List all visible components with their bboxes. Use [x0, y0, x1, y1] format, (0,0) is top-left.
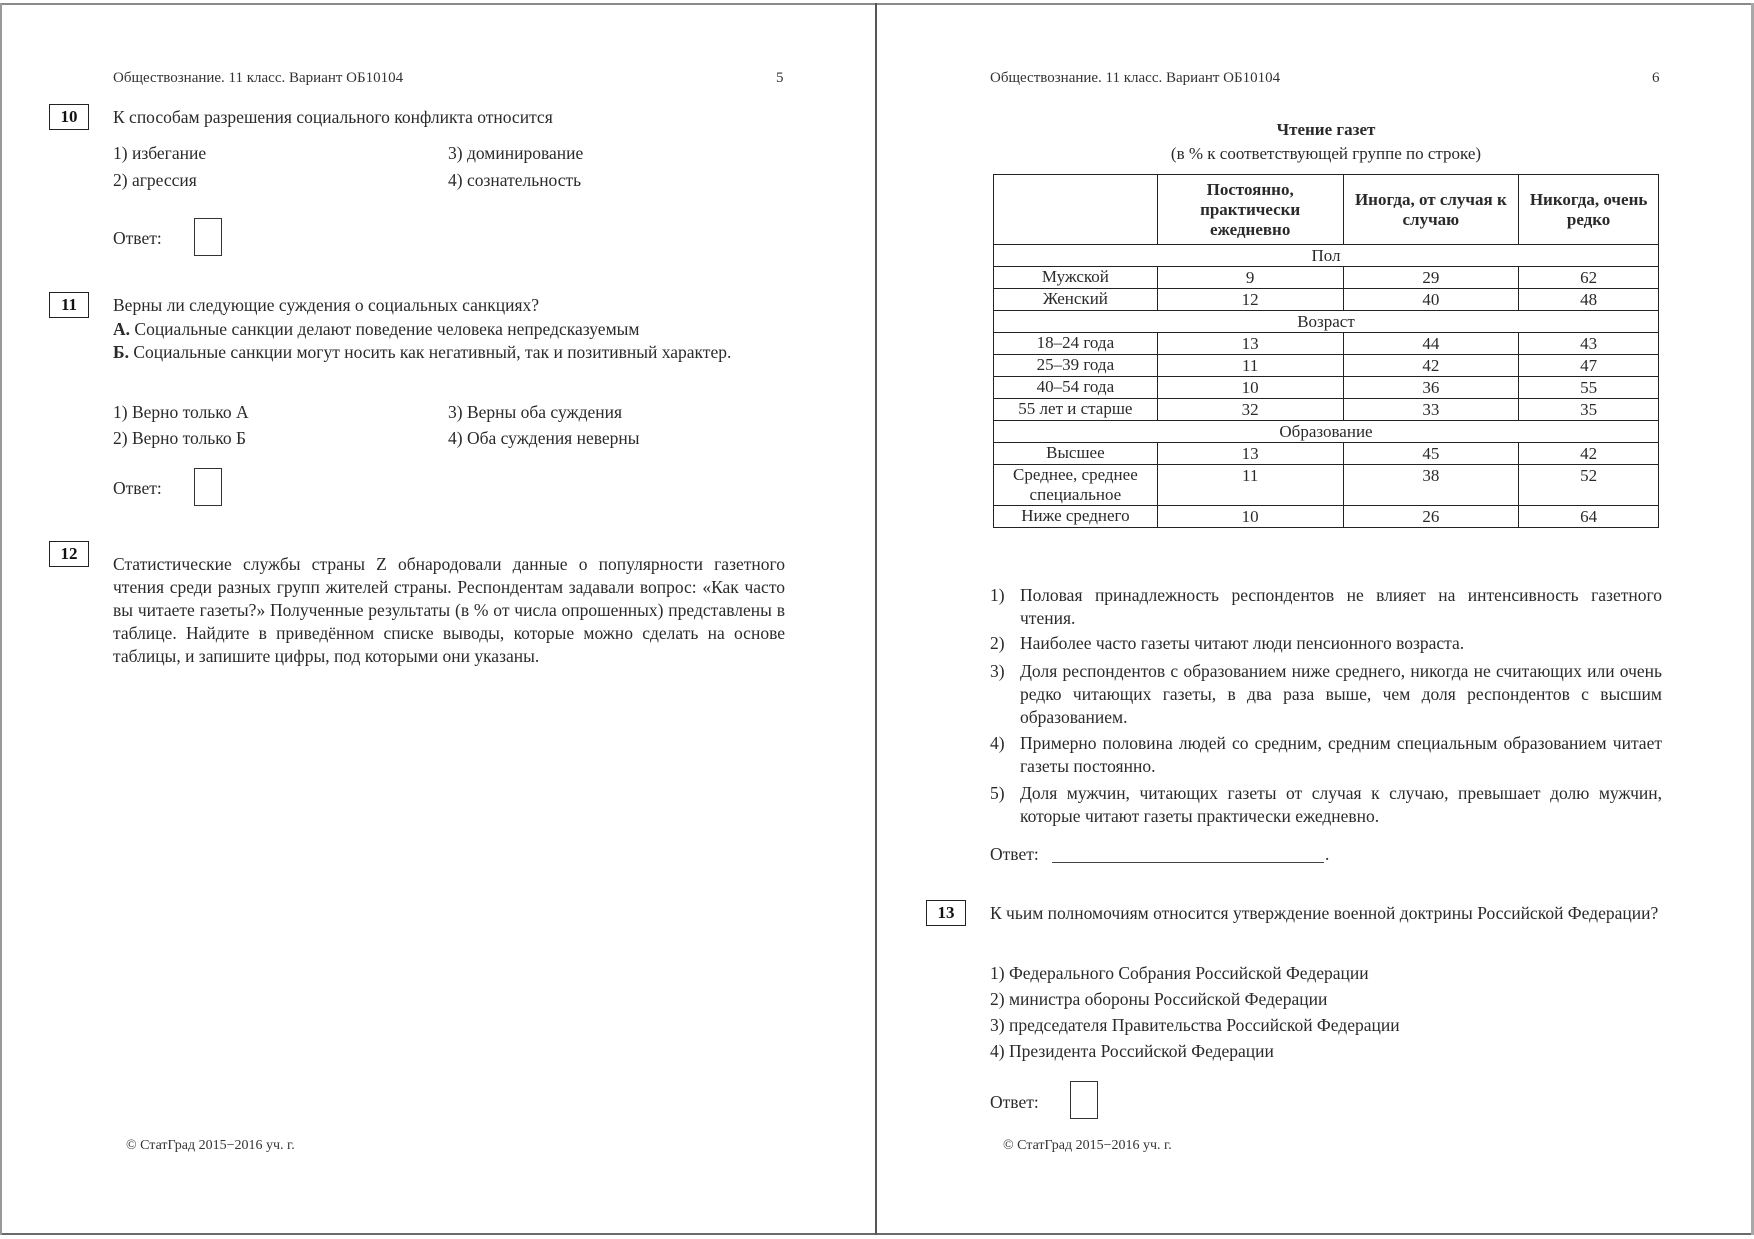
question-13-answer-label: Ответ:	[990, 1092, 1039, 1112]
table-row-label: Женский	[994, 289, 1158, 311]
table-group-label: Образование	[994, 421, 1659, 443]
conclusion-text: Половая принадлежность респондентов не влияет на интенсивность газетного чтения.	[1020, 585, 1662, 628]
table-row-label: Ниже среднего	[994, 506, 1158, 528]
table-cell-value: 44	[1343, 333, 1519, 355]
table-row-label: 18–24 года	[994, 333, 1158, 355]
table-cell-value: 10	[1157, 377, 1343, 399]
statement-a-lead: А.	[113, 319, 131, 339]
table-group-row	[994, 245, 1659, 267]
table-cell-value: 11	[1157, 465, 1343, 506]
table-cell-value: 29	[1343, 267, 1519, 289]
table-cell-value: 13	[1157, 443, 1343, 465]
table-row	[994, 465, 1659, 506]
question-13-option-2: 2) министра обороны Российской Федерации	[990, 989, 1328, 1009]
question-13-prompt: К чьим полномочиям относится утверждение военной доктрины Российской Федерации?	[990, 903, 1659, 923]
table-group-row	[994, 421, 1659, 443]
question-10-option-1: 1) избегание	[113, 143, 207, 163]
conclusion-text: Наиболее часто газеты читают люди пенсионного возраста.	[1020, 633, 1465, 653]
question-10-option-2: 2) агрессия	[113, 170, 197, 190]
page-number: 6	[1652, 70, 1660, 86]
table-row-label: 55 лет и старше	[994, 399, 1158, 421]
conclusion-number: 3)	[990, 661, 1005, 681]
table-cell-value: 36	[1343, 377, 1519, 399]
table-group-row	[994, 311, 1659, 333]
conclusion-item	[990, 782, 1662, 828]
table-cell-value: 10	[1157, 506, 1343, 528]
table-cell-value: 32	[1157, 399, 1343, 421]
question-12-answer-label: Ответ:	[990, 844, 1039, 864]
table-row	[994, 443, 1659, 465]
question-12-prompt: Статистические службы страны Z обнародовали данные о популярности газетного чтения среди разных групп жителей страны. Респондентам задавали вопрос: «Как часто вы читаете газеты?» Полученные результаты (в % от числа опрошенных) представлены в таблице. Найдите в приведённом списке выводы, которые можно сделать на основе таблицы, и запишите цифры, под которыми они указаны.	[113, 554, 785, 666]
question-11-statement-b	[113, 341, 785, 364]
table-header-empty	[994, 175, 1158, 245]
page-footer: © СтатГрад 2015−2016 уч. г.	[1003, 1138, 1172, 1153]
question-11-option-2: 2) Верно только Б	[113, 428, 247, 448]
statement-b-lead: Б.	[113, 342, 129, 362]
table-title: Чтение газет	[1276, 120, 1376, 139]
newspaper-reading-table	[993, 174, 1659, 528]
question-number-10: 10	[49, 104, 89, 130]
question-11-answer-box[interactable]	[194, 468, 222, 506]
question-number-13: 13	[926, 900, 966, 926]
table-row-label: Мужской	[994, 267, 1158, 289]
question-13-option-4: 4) Президента Российской Федерации	[990, 1041, 1274, 1061]
conclusion-number: 4)	[990, 733, 1005, 753]
conclusion-text: Доля респондентов с образованием ниже среднего, никогда не считающих или очень редко читающих газеты, в два раза выше, чем доля респондентов с высшим образованием.	[1020, 661, 1662, 727]
table-header-sometimes: Иногда, от случая к случаю	[1343, 175, 1519, 245]
table-cell-value: 33	[1343, 399, 1519, 421]
left-page	[0, 0, 876, 1239]
page-header: Обществознание. 11 класс. Вариант ОБ10104	[990, 70, 1281, 86]
table-cell-value: 35	[1519, 399, 1659, 421]
page-header: Обществознание. 11 класс. Вариант ОБ10104	[113, 70, 404, 86]
table-cell-value: 11	[1157, 355, 1343, 377]
table-cell-value: 48	[1519, 289, 1659, 311]
table-cell-value: 26	[1343, 506, 1519, 528]
table-header-rarely: Никогда, очень редко	[1519, 175, 1659, 245]
conclusion-item	[990, 584, 1662, 630]
question-12-answer-suffix: .	[1325, 844, 1330, 864]
question-11-option-4: 4) Оба суждения неверны	[448, 428, 640, 448]
question-11-option-1: 1) Верно только А	[113, 402, 249, 422]
page-number: 5	[776, 70, 784, 86]
question-11-option-3: 3) Верны оба суждения	[448, 402, 623, 422]
table-cell-value: 43	[1519, 333, 1659, 355]
question-11-answer-label: Ответ:	[113, 478, 162, 498]
table-cell-value: 42	[1343, 355, 1519, 377]
table-cell-value: 9	[1157, 267, 1343, 289]
question-10-option-3: 3) доминирование	[448, 143, 584, 163]
table-row-label: Среднее, среднее специальное	[994, 465, 1158, 506]
table-row	[994, 377, 1659, 399]
table-cell-value: 13	[1157, 333, 1343, 355]
table-cell-value: 38	[1343, 465, 1519, 506]
statement-a-text: Социальные санкции делают поведение человека непредсказуемым	[130, 319, 640, 339]
question-11-prompt: Верны ли следующие суждения о социальных санкциях?	[113, 295, 540, 315]
table-row-label: Высшее	[994, 443, 1158, 465]
question-10-option-4: 4) сознательность	[448, 170, 582, 190]
table-cell-value: 52	[1519, 465, 1659, 506]
table-subtitle: (в % к соответствующей группе по строке)	[1170, 144, 1482, 163]
table-header-daily: Постоянно, практически ежедневно	[1157, 175, 1343, 245]
statement-b-text: Социальные санкции могут носить как негативный, так и позитивный характер.	[128, 342, 732, 362]
table-row	[994, 355, 1659, 377]
question-11-statement-a	[113, 318, 785, 341]
table-row	[994, 333, 1659, 355]
table-cell-value: 40	[1343, 289, 1519, 311]
table-cell-value: 45	[1343, 443, 1519, 465]
table-row	[994, 267, 1659, 289]
conclusion-item	[990, 732, 1662, 778]
conclusion-number: 2)	[990, 633, 1005, 653]
table-cell-value: 47	[1519, 355, 1659, 377]
right-page	[877, 0, 1753, 1239]
table-row-label: 25–39 года	[994, 355, 1158, 377]
table-row	[994, 506, 1659, 528]
question-13-answer-box[interactable]	[1070, 1081, 1098, 1119]
question-13-option-3: 3) председателя Правительства Российской Федерации	[990, 1015, 1400, 1035]
table-cell-value: 64	[1519, 506, 1659, 528]
conclusion-text: Примерно половина людей со средним, средним специальным образованием читает газеты постоянно.	[1020, 733, 1662, 776]
table-cell-value: 55	[1519, 377, 1659, 399]
page-footer: © СтатГрад 2015−2016 уч. г.	[126, 1138, 295, 1153]
table-group-label: Пол	[994, 245, 1659, 267]
conclusion-item	[990, 632, 1662, 655]
question-10-answer-label: Ответ:	[113, 228, 162, 248]
question-10-prompt: К способам разрешения социального конфликта относится	[113, 107, 553, 127]
table-cell-value: 12	[1157, 289, 1343, 311]
table-row	[994, 399, 1659, 421]
table-cell-value: 62	[1519, 267, 1659, 289]
table-row-label: 40–54 года	[994, 377, 1158, 399]
table-header-row	[994, 175, 1659, 245]
conclusion-number: 5)	[990, 783, 1005, 803]
conclusion-text: Доля мужчин, читающих газеты от случая к случаю, превышает долю мужчин, которые читают газеты практически ежедневно.	[1020, 783, 1662, 826]
conclusion-item	[990, 660, 1662, 729]
question-number-11: 11	[49, 292, 89, 318]
conclusion-number: 1)	[990, 585, 1005, 605]
question-10-answer-box[interactable]	[194, 218, 222, 256]
table-group-label: Возраст	[994, 311, 1659, 333]
table-row	[994, 289, 1659, 311]
question-13-option-1: 1) Федерального Собрания Российской Федерации	[990, 963, 1369, 983]
table-cell-value: 42	[1519, 443, 1659, 465]
question-12-answer-field[interactable]	[1052, 862, 1324, 863]
question-number-12: 12	[49, 541, 89, 567]
